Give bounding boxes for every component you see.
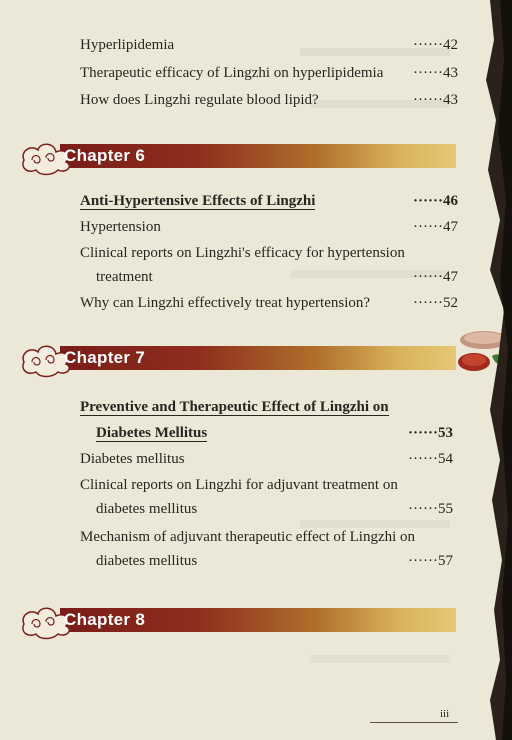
chapter-7-banner xyxy=(18,340,458,380)
toc-entry[interactable] xyxy=(80,64,460,82)
toc-entry-continuation[interactable] xyxy=(96,500,460,518)
entry-page: ······55 xyxy=(408,501,453,517)
toc-chapter-heading[interactable] xyxy=(80,192,460,210)
entry-title-continuation: diabetes mellitus xyxy=(96,501,198,517)
toc-entry[interactable] xyxy=(80,476,460,494)
entry-page: ······42 xyxy=(413,37,458,53)
entry-title-continuation: diabetes mellitus xyxy=(96,553,198,569)
toc-entry[interactable] xyxy=(80,294,460,312)
entry-title-continuation: treatment xyxy=(96,269,153,285)
toc-entry[interactable] xyxy=(80,244,460,262)
toc-entry[interactable] xyxy=(80,218,460,236)
entry-title: Therapeutic efficacy of Lingzhi on hyperlipidemia xyxy=(80,65,384,81)
heading-page: ······53 xyxy=(408,425,454,441)
heading-title-line1: Preventive and Therapeutic Effect of Lingzhi on xyxy=(80,399,389,415)
chapter-label: Chapter 6 xyxy=(64,146,146,165)
entry-title: Clinical reports on Lingzhi's efficacy for hypertension xyxy=(80,245,405,261)
chapter-label: Chapter 7 xyxy=(64,348,146,367)
chapter-8-banner xyxy=(18,602,458,642)
torn-edge-decoration xyxy=(460,0,512,740)
toc-entry[interactable] xyxy=(80,528,460,546)
entry-page: ······47 xyxy=(413,269,458,285)
toc-entry-continuation[interactable] xyxy=(96,552,460,570)
entry-title: Mechanism of adjuvant therapeutic effect of Lingzhi on xyxy=(80,529,416,545)
toc-chapter-heading-continuation[interactable] xyxy=(96,424,460,442)
footer-rule xyxy=(370,722,458,723)
toc-chapter-heading[interactable] xyxy=(80,398,460,416)
page-number: iii xyxy=(440,708,450,720)
entry-page: ······43 xyxy=(413,92,458,108)
toc-entry[interactable] xyxy=(80,450,460,468)
chapter-6-banner xyxy=(18,138,458,178)
entry-title: Why can Lingzhi effectively treat hypertension? xyxy=(80,295,371,311)
entry-page: ······54 xyxy=(408,451,453,467)
heading-title-line2: Diabetes Mellitus xyxy=(96,425,208,441)
entry-page: ······57 xyxy=(408,553,453,569)
entry-page: ······43 xyxy=(413,65,458,81)
toc-entry[interactable] xyxy=(80,91,460,109)
entry-title: Diabetes mellitus xyxy=(80,451,185,467)
entry-title: Clinical reports on Lingzhi for adjuvant treatment on xyxy=(80,477,398,493)
entry-title: Hypertension xyxy=(80,219,161,235)
entry-page: ······52 xyxy=(413,295,458,311)
entry-title: How does Lingzhi regulate blood lipid? xyxy=(80,92,319,108)
toc-entry[interactable] xyxy=(80,36,460,54)
heading-title: Anti-Hypertensive Effects of Lingzhi xyxy=(80,193,316,209)
heading-page: ······46 xyxy=(413,193,459,209)
entry-title: Hyperlipidemia xyxy=(80,37,175,53)
chapter-label: Chapter 8 xyxy=(64,610,146,629)
toc-entry-continuation[interactable] xyxy=(96,268,460,286)
entry-page: ······47 xyxy=(413,219,458,235)
